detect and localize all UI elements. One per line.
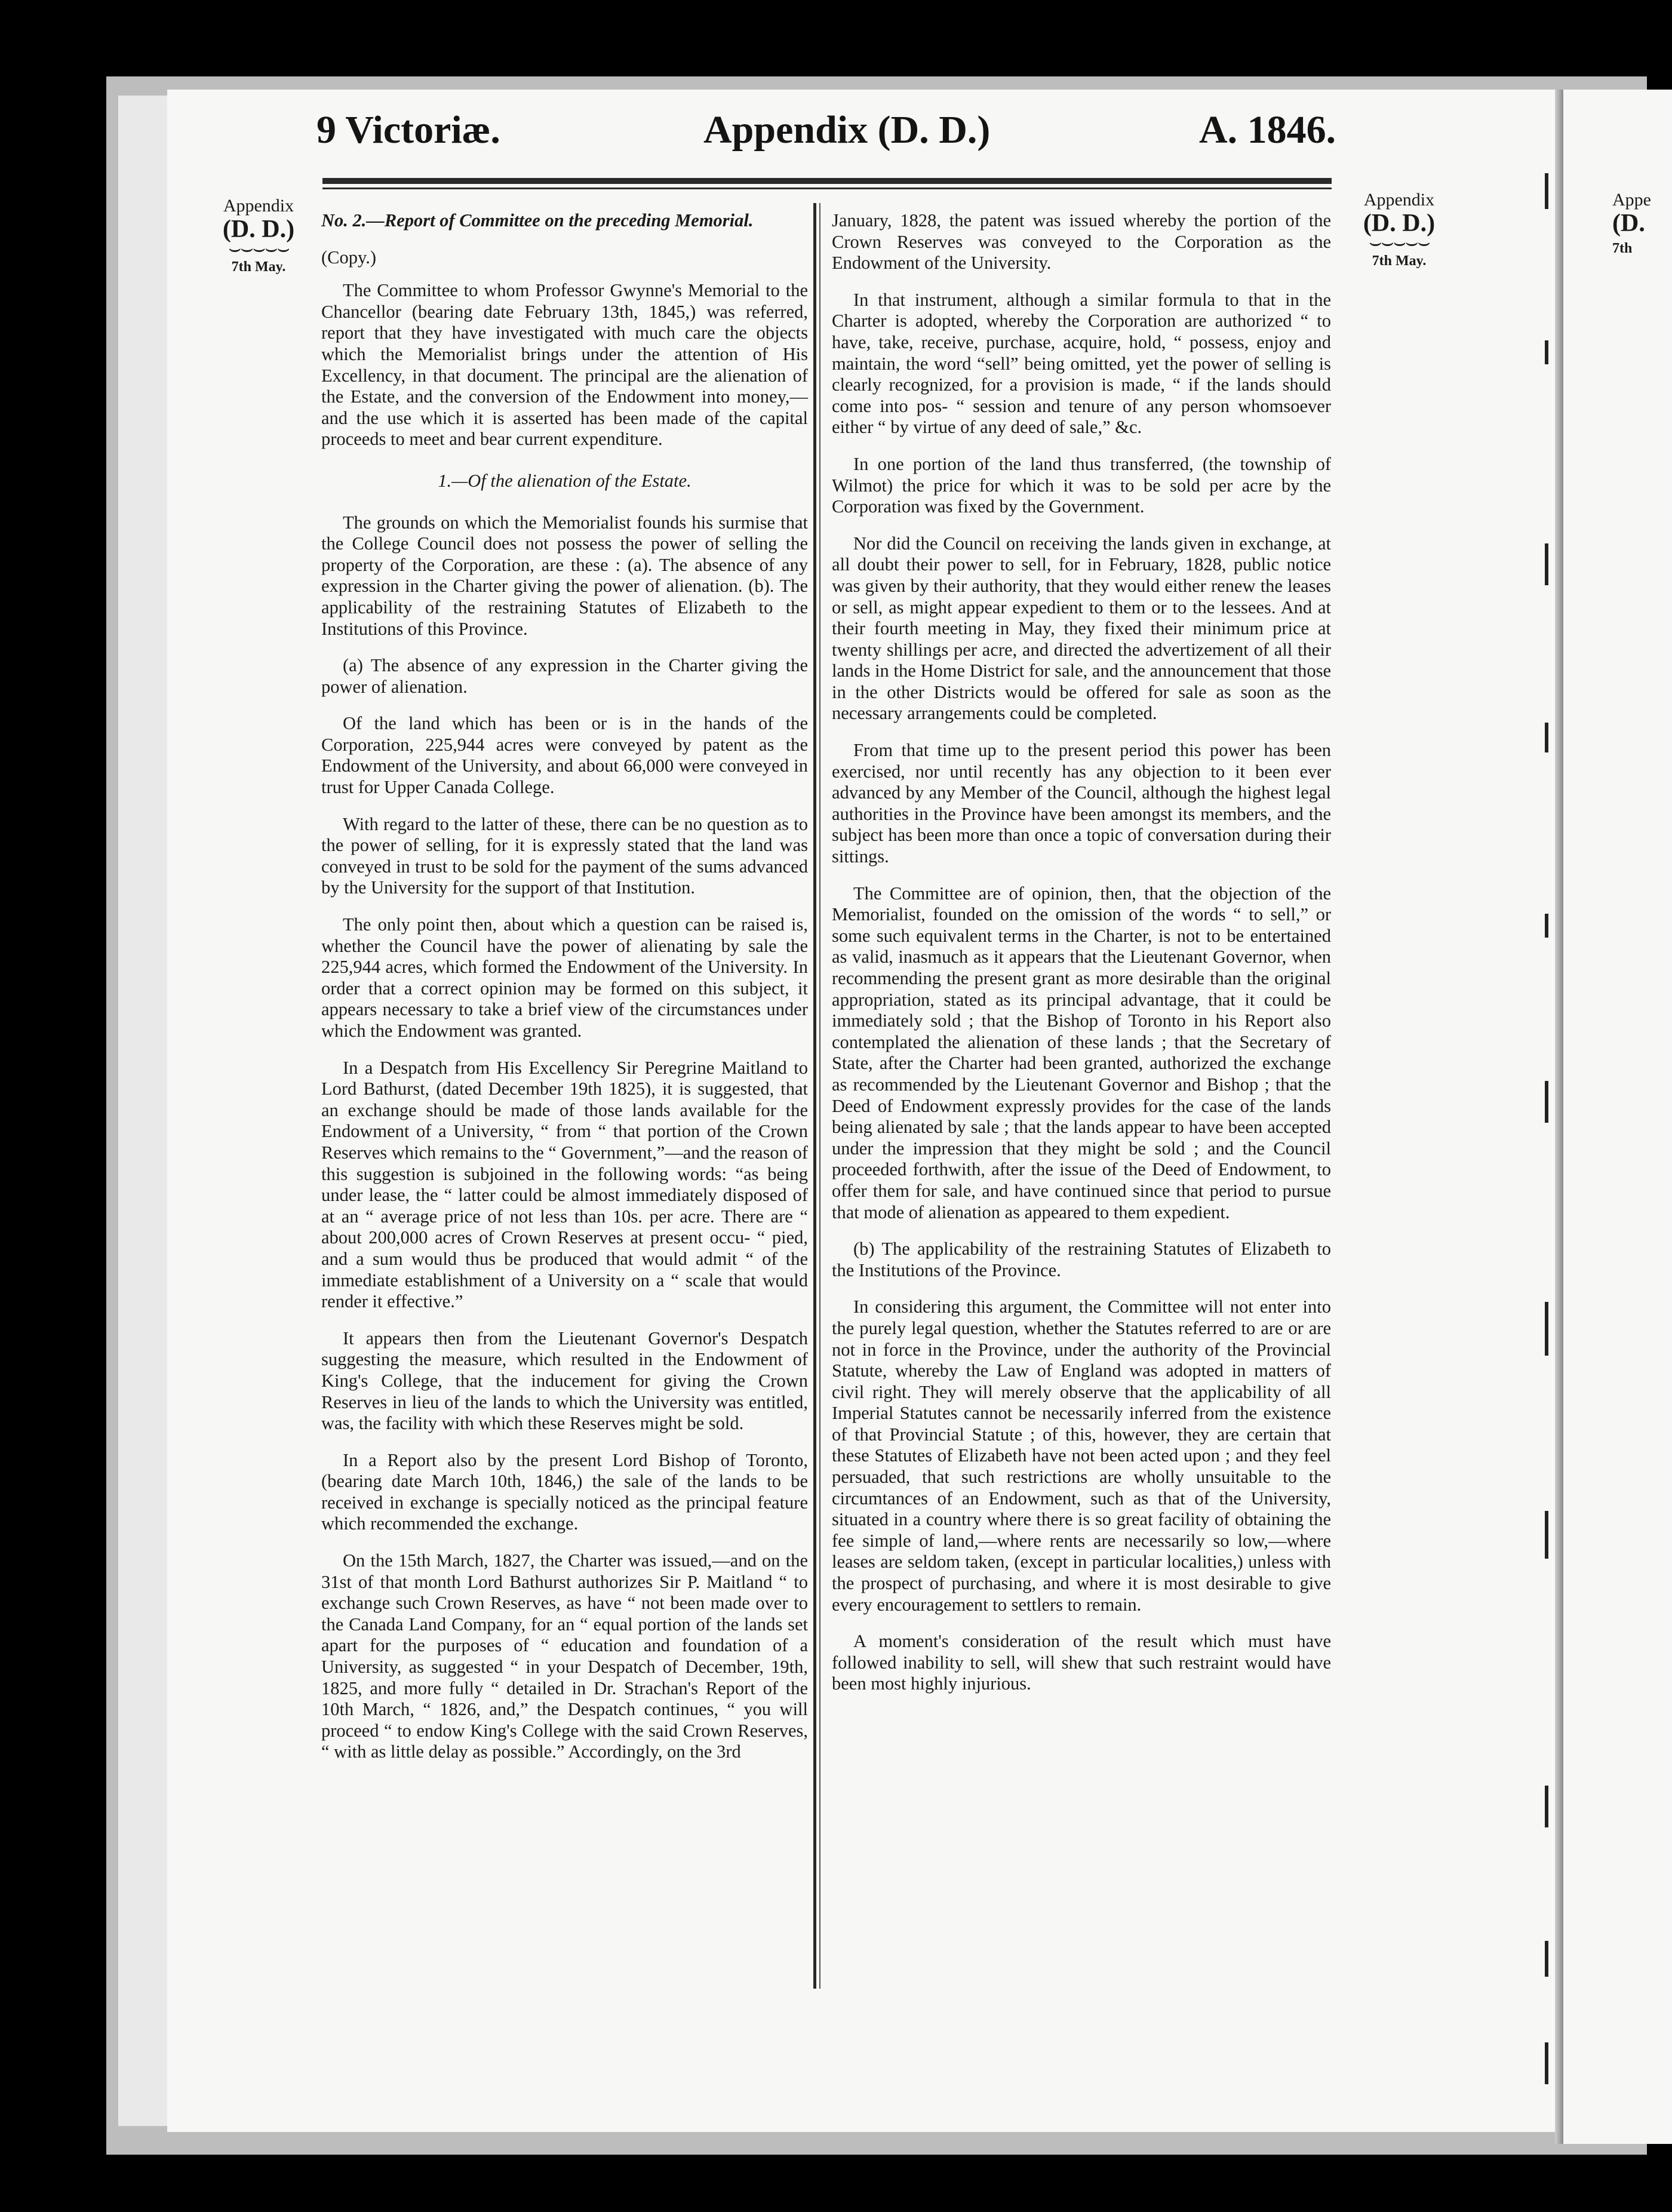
paragraph: Nor did the Council on receiving the lands given in exchange, at all doubt their power to sell, for in February, 1828, public notice was given by their authority, that they would either renew the leases or sell, as might appear expedient to them or to the lessees. And at their fourth meeting in May, they fixed their minimum price at twenty shillings per acre, and directed the advertizement of all their lands in the Home District for sale, and the announcement that those in the other Districts would be offered for sale as soon as the necessary arrangements could be completed.	[832, 533, 1331, 724]
header-rule-thick	[322, 178, 1332, 184]
header-year: A. 1846.	[1199, 108, 1336, 152]
adjacent-appendix-label: Appe	[1612, 190, 1651, 210]
margin-note-adjacent-page	[1612, 190, 1672, 257]
paragraph: A moment's consideration of the result which must have followed inability to sell, will shew that such restraint would have been most highly injurious.	[832, 1631, 1331, 1694]
header-session: 9 Victoriæ.	[316, 108, 500, 152]
paragraph: The Committee to whom Professor Gwynne's Memorial to the Chancellor (bearing date February 13th, 1845,) was referred, report that they have investigated with much care the objects which the Memorialist brings under the attention of His Excellency, in that document. The principal are the alienation of the Estate, and the conversion of the Endowment into money,—and the use which it is asserted has been made of the capital proceeds to meet and bear current expenditure.	[321, 280, 808, 450]
adjacent-page-edge	[1562, 90, 1672, 2144]
paragraph: Of the land which has been or is in the hands of the Corporation, 225,944 acres were conveyed by patent as the Endowment of the University, and about 66,000 were conveyed in trust for Upper Canada College.	[321, 713, 808, 798]
margin-date: 7th May.	[231, 259, 286, 275]
paragraph: In that instrument, although a similar formula to that in the Charter is adopted, whereby the Corporation are authorized “ to have, take, receive, purchase, acquire, hold, “ possess, enjoy and maintain, the word “sell” being omitted, yet the power of selling is clearly recognized, for a provision is made, “ if the lands should come into pos- “ session and tenure of any person whomsoever either “ by virtue of any deed of sale,” &c.	[832, 289, 1331, 438]
paragraph: The Committee are of opinion, then, that the objection of the Memorialist, founded on the omission of the words “ to sell,” or some such equivalent terms in the Charter, is not to be entertained as valid, inasmuch as it appears that the Lieutenant Governor, when recommending the present grant as more desirable than the original appropriation, stated as its principal advantage, that it could be immediately sold ; that the Bishop of Toronto in his Report also contemplated the alienation of these lands ; that the Secretary of State, after the Charter had been granted, authorized the exchange as recommended by the Lieutenant Governor and Bishop ; that the Deed of Endowment expressly provides for the case of the lands being alienated by sale ; that the lands appear to have been accepted under the impression that they might be sold ; and the Council proceeded forthwith, after the issue of the Deed of Endowment, to offer them for sale, and have continued since that period to pursue that mode of alienation as appeared to them expedient.	[832, 883, 1331, 1222]
margin-note-left	[202, 196, 315, 275]
header-rule-thin	[322, 188, 1332, 189]
margin-appendix-label: Appendix	[223, 196, 294, 216]
subsection-b: (b) The applicability of the restraining Statutes of Elizabeth to the Institutions of the Province.	[832, 1239, 1331, 1280]
paragraph: It appears then from the Lieutenant Governor's Despatch suggesting the measure, which resulted in the Endowment of King's College, that the inducement for giving the Crown Reserves in lieu of the lands to which the University was entitled, was, the facility with which these Reserves might be sold.	[321, 1328, 808, 1434]
column-divider	[813, 203, 816, 1989]
underlying-page-edge	[118, 96, 169, 2126]
margin-brace: ⌣⌣⌣⌣⌣	[1369, 232, 1430, 254]
right-column	[832, 210, 1331, 1710]
paragraph: In one portion of the land thus transferred, (the township of Wilmot) the price for which it was to be sold per acre by the Corporation was fixed by the Government.	[832, 453, 1331, 517]
subsection-a: (a) The absence of any expression in the Charter giving the power of alienation.	[321, 655, 808, 697]
paragraph: From that time up to the present period this power has been exercised, nor until recently has any objection to it been ever advanced by any Member of the Council, although the highest legal authorities in the Province have been amongst its members, and the subject has been more than once a topic of conversation during their sittings.	[832, 740, 1331, 867]
section-heading: 1.—Of the alienation of the Estate.	[438, 470, 691, 491]
paragraph-continued: January, 1828, the patent was issued whereby the portion of the Crown Reserves was conveyed to the Corporation as the Endowment of the University.	[832, 210, 1331, 274]
paragraph: With regard to the latter of these, there can be no question as to the power of selling, for it is expressly stated that the land was conveyed in trust to be sold for the payment of the sums advanced by the University for the support of that Institution.	[321, 813, 808, 898]
binding-edge-marks	[1538, 90, 1562, 2144]
paragraph: In considering this argument, the Committee will not enter into the purely legal question, whether the Statutes referred to are or are not in force in the Province, under the authority of the Provincial Statute, whereby the Law of England was adopted in matters of civil right. They will merely observe that the applicability of all Imperial Statutes cannot be necessarily inferred from the existence of that Provincial Statute ; of this, however, they are certain that these Statutes of Elizabeth have not been acted upon ; and they feel persuaded, that such restrictions are wholly unsuitable to the circumtances of an Endowment, such as that of the University, situated in a country where there is so great facility of obtaining the fee simple of land,—where rents are necessarily so low,—where leases are seldom taken, (except in particular localities,) unless with the prospect of purchasing, and where it is most desirable to give every encouragement to settlers to remain.	[832, 1297, 1331, 1615]
paragraph: The grounds on which the Memorialist founds his surmise that the College Council does not possess the power of selling the property of the Corporation, are these : (a). The absence of any expression in the Charter giving the power of alienation. (b). The applicability of the restraining Statutes of Elizabeth to the Institutions of this Province.	[321, 512, 808, 639]
paragraph: In a Report also by the present Lord Bishop of Toronto, (bearing date March 10th, 1846,) the sale of the lands to be received in exchange is specially noticed as the principal feature which recommended the exchange.	[321, 1449, 808, 1534]
paragraph: In a Despatch from His Excellency Sir Peregrine Maitland to Lord Bathurst, (dated December 19th 1825), it is suggested, that an exchange should be made of those lands available for the Endowment of a University, “ from “ that portion of the Crown Reserves which remains to the “ Government,”—and the reason of this suggestion is subjoined in the following words: “as being under lease, the “ latter could be almost immediately disposed of at an “ average price of not less than 10s. per acre. There are “ about 200,000 acres of Crown Reserves at present occu- “ pied, and a sum would thus be produced that would admit “ of the immediate establishment of a University on a “ scale that would render it effective.”	[321, 1057, 808, 1312]
header-appendix-title: Appendix (D. D.)	[703, 108, 991, 152]
paragraph: The only point then, about which a question can be raised is, whether the Council have the power of alienating by sale the 225,944 acres, which formed the Endowment of the University. In order that a correct opinion may be formed on this subject, it appears necessary to take a brief view of the circumstances under which the Endowment was granted.	[321, 914, 808, 1041]
adjacent-date: 7th	[1612, 241, 1633, 257]
margin-dd-label: (D. D.)	[1363, 210, 1436, 237]
margin-appendix-label: Appendix	[1363, 190, 1435, 210]
left-column	[321, 210, 808, 1778]
copy-label: (Copy.)	[321, 247, 377, 268]
margin-note-right	[1342, 190, 1456, 269]
margin-brace: ⌣⌣⌣⌣⌣	[228, 238, 289, 260]
margin-dd-label: (D. D.)	[222, 216, 295, 243]
report-heading: No. 2.—Report of Committee on the preceding Memorial.	[321, 210, 754, 231]
adjacent-dd-label: (D.	[1612, 210, 1645, 237]
paragraph: On the 15th March, 1827, the Charter was issued,—and on the 31st of that month Lord Bathurst authorizes Sir P. Maitland “ to exchange such Crown Reserves, as have “ not been made over to the Canada Land Company, for an “ equal portion of the lands set apart for the purposes of “ education and foundation of a University, as suggested “ in your Despatch of December, 19th, 1825, and more fully “ detailed in Dr. Strachan's Report of the 10th March, “ 1826, and,” the Despatch continues, “ you will proceed “ to endow King's College with the said Crown Reserves, “ with as little delay as possible.” Accordingly, on the 3rd	[321, 1550, 808, 1762]
column-divider-inner	[819, 203, 820, 1989]
margin-date: 7th May.	[1372, 253, 1427, 269]
